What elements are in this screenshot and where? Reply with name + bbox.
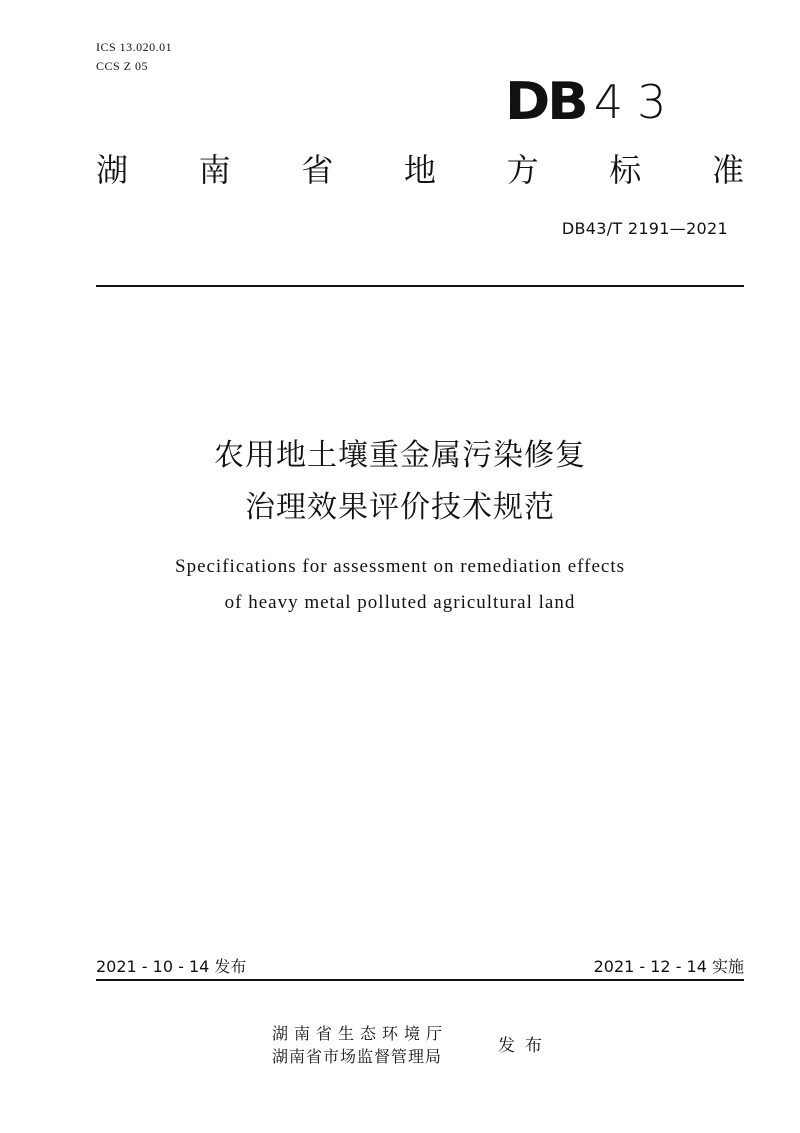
title-zh-line1: 农用地土壤重金属污染修复 <box>214 438 586 473</box>
db-province-number: 43 <box>593 75 681 129</box>
issue-date: 2021 - 10 - 14 发布 <box>96 957 247 976</box>
standard-type-char: 标 <box>609 151 642 189</box>
standard-type-char: 南 <box>198 151 231 189</box>
standard-type-char: 准 <box>711 151 744 189</box>
standard-type-char: 地 <box>403 151 436 189</box>
standard-type-char: 方 <box>506 151 539 189</box>
standard-type-heading <box>96 148 744 192</box>
issuer-market-regulation-bureau: 湖南省市场监督管理局 <box>272 1047 443 1066</box>
title-en-line2: of heavy metal polluted agricultural land <box>224 592 576 613</box>
top-divider <box>96 285 744 287</box>
issuer-ecology-department: 湖南省生态环境厅 <box>272 1024 449 1043</box>
db-mark <box>505 72 681 132</box>
db-logo: DB <box>505 72 586 132</box>
standard-type-char: 省 <box>301 151 334 189</box>
classification-codes <box>96 38 172 76</box>
ccs-code: CCS Z 05 <box>96 59 149 73</box>
standard-number: DB43/T 2191—2021 <box>561 219 728 238</box>
standard-type-char: 湖 <box>96 151 129 189</box>
publish-label: 发布 <box>498 1036 552 1056</box>
issuing-authorities <box>272 1022 448 1068</box>
title-zh-line2: 治理效果评价技术规范 <box>245 490 555 525</box>
implementation-date: 2021 - 12 - 14 实施 <box>593 957 744 976</box>
bottom-divider <box>96 979 744 981</box>
ics-code: ICS 13.020.01 <box>96 40 173 54</box>
title-en-line1: Specifications for assessment on remediation effects <box>175 556 625 577</box>
